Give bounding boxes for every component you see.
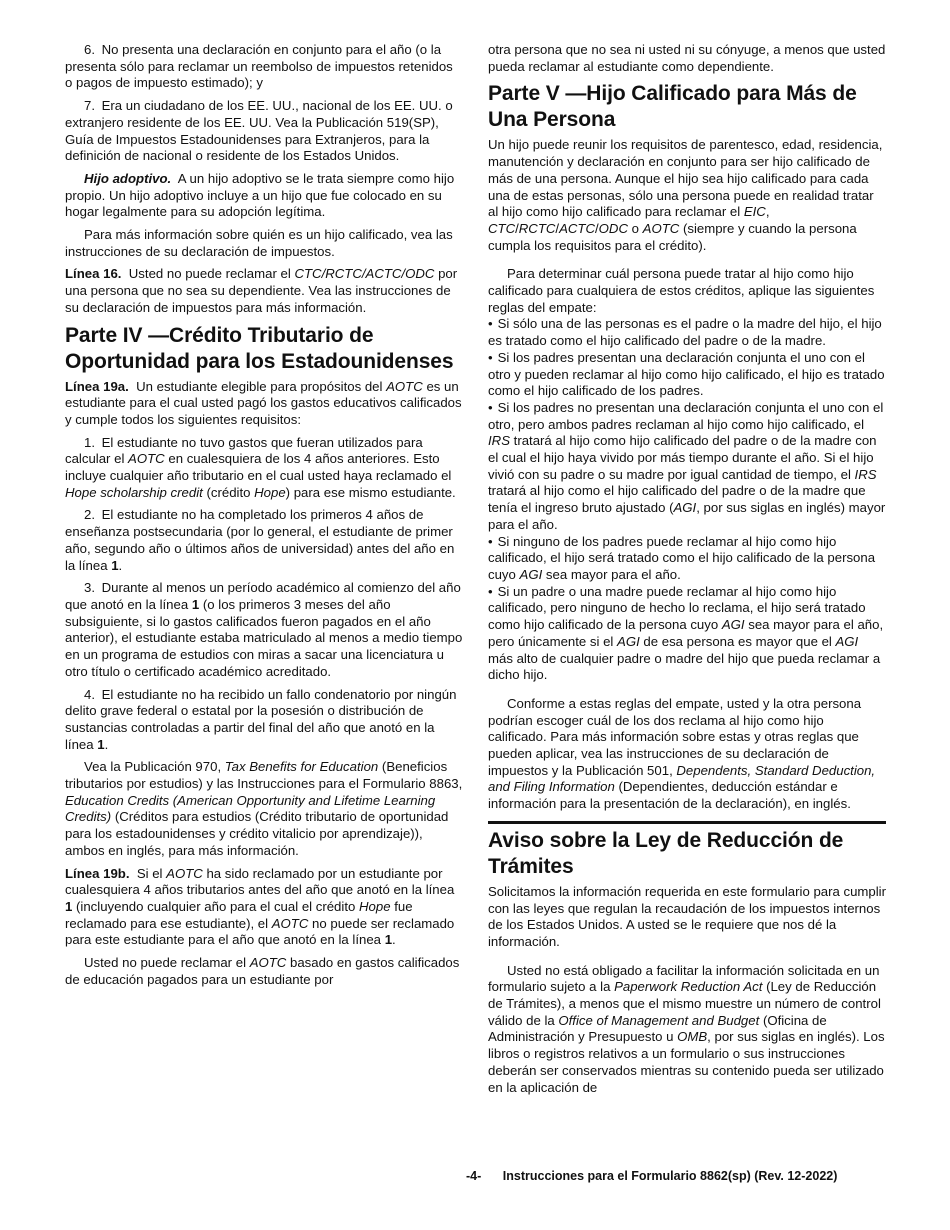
aotc-requirement-1: 1. El estudiante no tuvo gastos que fueran utilizados para calcular el AOTC en cualesquiera de los 4 años anteriores. Esto incluye cualquier año tributario en el cual usted haya reclamado el Hope scholarship credit (crédito Hope) para ese mismo estudiante. xyxy=(65,434,456,500)
line-19a-paragraph: Línea 19a. Un estudiante elegible para propósitos del AOTC es un estudiante para el cual usted pagó los gastos educativos calificados y cumple todos los siguientes requisitos: xyxy=(65,378,462,427)
aotc-requirement-2: 2. El estudiante no ha completado los primeros 4 años de enseñanza postsecundaria (por lo general, el estudiante de primer año, segundo año o últimos años de universidad) antes del año en la línea 1. xyxy=(65,507,455,573)
paperwork-notice-heading: Aviso sobre la Ley de Reducción de Trámites xyxy=(488,828,844,878)
line-19b-paragraph: Línea 19b. Si el AOTC ha sido reclamado por un estudiante por cualesquiera 4 años tributarios antes del año que anotó en la línea 1 (incluyendo cualquier año para el cual el crédito Hope fue reclamado para ese estudiante), el AOTC no puede ser reclamado para este estudiante para el año que anotó en la línea 1. xyxy=(65,865,455,948)
tie-rule-1: • Si sólo una de las personas es el padre o la madre del hijo, el hijo es tratado como el hijo calificado del padre o de la madre. xyxy=(488,316,886,349)
tie-breaker-rules xyxy=(488,316,886,683)
requirement-7: 7. Era un ciudadano de los EE. UU., nacional de los EE. UU. o extranjero residente de los EE. UU. Vea la Publicación 519(SP), Guía de Impuestos Estadounidenses para Extranjeros, para la definición de nacional o residente de los Estados Unidos. xyxy=(65,98,453,164)
paperwork-notice-p1: Solicitamos la información requerida en este formulario para cumplir con las leyes que regulan la recaudación de los impuestos internos de los Estados Unidos. A usted se le requiere que nos dé la información. xyxy=(488,883,887,949)
requirement-6: 6. No presenta una declaración en conjunto para el año (o la presenta sólo para reclamar un reembolso de impuestos retenidos o pagos de impuesto estimado); y xyxy=(65,42,453,91)
section-divider xyxy=(488,821,886,824)
page-footer xyxy=(466,1168,886,1184)
aotc-other-person-paragraph: Usted no puede reclamar el AOTC basado en gastos calificados de educación pagados para un estudiante por xyxy=(65,955,460,987)
tie-breaker-conclusion: Conforme a estas reglas del empate, usted y la otra persona podrían escoger cuál de los dos reclama al hijo como hijo calificado. Para más información sobre estas y otras reglas que pueden aplicar, vea las instrucciones de su declaración de impuestos y la Publicación 501, Dependents, Standard Deduction, and Filing Information (Dependientes, deducción estándar e información para la presentación de la declaración), en inglés. xyxy=(488,695,876,812)
line-16-paragraph: Línea 16. Usted no puede reclamar el CTC/RCTC/ACTC/ODC por una persona que no sea su dependiente. Vea las instrucciones de su declaración de impuestos para más información. xyxy=(65,266,458,315)
left-column xyxy=(65,42,463,994)
tie-rule-5: • Si un padre o una madre puede reclamar al hijo como hijo calificado, pero ninguno de hecho lo reclama, el hijo será tratado como hijo calificado de la persona cuyo AGI sea mayor para el año, pero únicamente si el AGI de esa persona es mayor que el AGI más alto de cualquier padre o madre del hijo que pueda reclamar a dicho hijo. xyxy=(488,584,886,684)
pub-970-paragraph: Vea la Publicación 970, Tax Benefits for Education (Beneficios tributarios por estudios) y las Instrucciones para el Formulario 8863, Education Credits (American Opportunity and Lifetime Learning Credits) (Créditos para estudios (Crédito tributario de oportunidad para los estadounidenses y crédito vitalicio por aprendizaje)), ambos en inglés, para más información. xyxy=(65,759,463,858)
part-v-heading: Parte V —Hijo Calificado para Más de Una Persona xyxy=(488,82,857,132)
tie-rule-3: • Si los padres no presentan una declaración conjunta el uno con el otro, pero ambos padres reclaman al hijo como hijo calificado, el IRS tratará al hijo como hijo calificado del padre o de la madre con el cual el hijo haya vivido por más tiempo durante el año. Si el hijo vivió con su padre o su madre por igual cantidad de tiempo, el IRS tratará al hijo como el hijo calificado del padre o de la madre que tenía el ingreso bruto ajustado (AGI, por sus siglas en inglés) mayor para el año. xyxy=(488,400,886,534)
aotc-requirement-3: 3. Durante al menos un período académico al comienzo del año que anotó en la línea 1 (o los primeros 3 meses del año subsiguiente, si lo gastos calificados fueron pagados en el año anterior), el estudiante estaba matriculado al menos a medio tiempo en un programa de estudios con miras a sacar una licenciatura u otro título o certificado académico acreditado. xyxy=(65,580,463,679)
paperwork-notice-p2: Usted no está obligado a facilitar la información solicitada en un formulario sujeto a la Paperwork Reduction Act (Ley de Reducción de Trámites), a menos que el mismo muestre un número de control válido de la Office of Management and Budget (Oficina de Administración y Presupuesto u OMB, por sus siglas en inglés). Los libros o registros relativos a un formulario o sus instrucciones deberán ser conservados mientras su contenido pueda ser utilizado en la aplicación de xyxy=(488,962,885,1095)
right-column xyxy=(488,42,886,1102)
part-v-intro: Un hijo puede reunir los requisitos de parentesco, edad, residencia, manutención y declaración en conjunto para ser hijo calificado de más de una persona. Aunque el hijo sea hijo calificado para cada una de estas personas, sólo una persona puede en realidad tratar al hijo como hijo calificado para reclamar el EIC, CTC/RCTC/ACTC/ODC o AOTC (siempre y cuando la persona cumpla los requisitos para el crédito). xyxy=(488,137,883,253)
continuation-text: otra persona que no sea ni usted ni su cónyuge, a menos que usted pueda reclamar al estudiante como dependiente. xyxy=(488,42,886,74)
adopted-child-paragraph: Hijo adoptivo. A un hijo adoptivo se le trata siempre como hijo propio. Un hijo adoptivo incluye a un hijo que fue colocado en su hogar legalmente para su adopción legítima. xyxy=(65,170,455,220)
tie-rule-2: • Si los padres presentan una declaración conjunta el uno con el otro y pueden reclamar al hijo como hijo calificado, el hijo es tratado como el hijo calificado de los padres. xyxy=(488,350,886,400)
aotc-requirement-4: 4. El estudiante no ha recibido un fallo condenatorio por ningún delito grave federal o estatal por la posesión o distribución de sustancias controladas a partir del final del año que anotó en la línea 1. xyxy=(65,686,457,752)
footer-title: Instrucciones para el Formulario 8862(sp) (Rev. 12-2022) xyxy=(502,1169,838,1183)
tie-rule-4: • Si ninguno de los padres puede reclamar al hijo como hijo calificado, el hijo será tratado como el hijo calificado de la persona cuyo AGI sea mayor para el año. xyxy=(488,534,886,584)
tie-breaker-intro: Para determinar cuál persona puede tratar al hijo como hijo calificado para cualquiera de estos créditos, aplique las siguientes reglas del empate: xyxy=(488,266,875,315)
part-iv-heading: Parte IV —Crédito Tributario de Oportunidad para los Estadounidenses xyxy=(65,323,454,373)
page-number: -4- xyxy=(466,1169,482,1183)
more-info-paragraph: Para más información sobre quién es un hijo calificado, vea las instrucciones de su declaración de impuestos. xyxy=(65,227,453,259)
